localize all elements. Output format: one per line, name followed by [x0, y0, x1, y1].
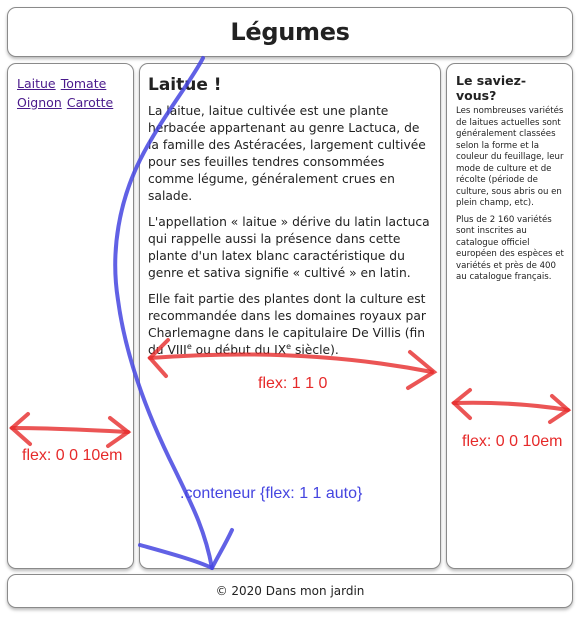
aside-flex-label: flex: 0 0 10em: [462, 433, 563, 450]
container-flex-label: .conteneur {flex: 1 1 auto}: [180, 485, 363, 502]
article-paragraph-1: La laitue, laitue cultivée est une plante herbacée appartenant au genre Lactuca, de la famille des Astéracées, largement cultivée pour ses feuilles tendres consommées comme légume, généralement crues en salade.: [148, 104, 426, 203]
p3-end: siècle).: [291, 343, 339, 357]
page-title: Légumes: [230, 18, 350, 46]
nav-flex-label: flex: 0 0 10em: [22, 447, 123, 464]
p3-text: Elle fait partie des plantes dont la culture est recommandée dans les domaines royaux par Charlemagne dans le capitulaire De Villis (fin du VIII: [148, 292, 426, 357]
nav-link-tomate[interactable]: Tomate: [60, 76, 107, 91]
nav-link-carotte[interactable]: Carotte: [66, 95, 114, 110]
aside-title: Le saviez-vous?: [456, 73, 527, 103]
nav-sidebar: [7, 63, 134, 569]
main-flex-label: flex: 1 1 0: [258, 375, 328, 392]
footer-text: © 2020 Dans mon jardin: [215, 584, 365, 598]
article-paragraph-2: L'appellation « laitue » dérive du latin lactuca qui rappelle aussi la présence dans cette plante d'un latex blanc caractéristique du genre et sativa signifie « cultivé » en latin.: [148, 215, 430, 280]
nav-link-laitue[interactable]: Laitue: [17, 76, 56, 91]
article-paragraph-3: [148, 291, 432, 359]
page-footer: [7, 574, 573, 608]
page-header: [7, 7, 573, 57]
p3-sup-2: e: [286, 342, 292, 351]
nav-link-oignon[interactable]: Oignon: [17, 95, 62, 110]
aside-paragraph-2: Plus de 2 160 variétés sont inscrites au catalogue officiel européen des espèces et variétés et près de 400 au catalogue français.: [456, 214, 564, 282]
aside-panel: [446, 63, 573, 569]
p3-mid: ou début du IX: [191, 343, 287, 357]
article-title: Laitue !: [148, 75, 222, 95]
main-article: [139, 63, 441, 569]
aside-paragraph-1: Les nombreuses variétés de laitues actuelles sont généralement classées selon la forme et la couleur du feuillage, leur mode de culture et de récolte (période de culture, sous abris ou en plein champ, etc).: [456, 106, 564, 208]
p3-sup-1: e: [186, 342, 192, 351]
